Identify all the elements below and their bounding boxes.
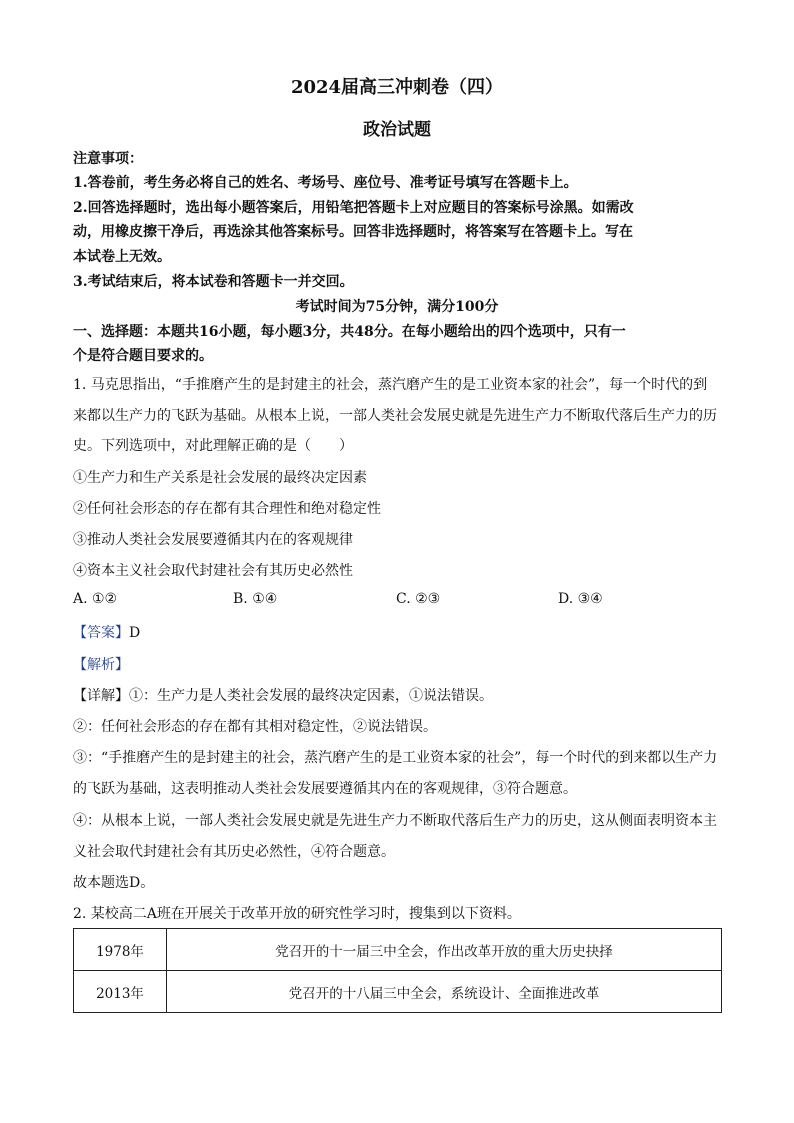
notice-line: 3.考试结束后，将本试卷和答题卡一并交回。 [73, 274, 354, 290]
question-1-stem: 来都以生产力的飞跃为基础。从根本上说，一部人类社会发展史就是先进生产力不断取代落后生产力的历 [73, 408, 717, 424]
detail-line: 义社会取代封建社会有其历史必然性，④符合题意。 [73, 844, 395, 860]
table-row [74, 971, 722, 1013]
exam-info: 考试时间为75分钟，满分100分 [295, 299, 499, 315]
detail-line: 的飞跃为基础，这表明推动人类社会发展要遵循其内在的客观规律，③符合题意。 [73, 781, 577, 797]
answer-line [73, 622, 723, 642]
detail-line: ④：从根本上说，一部人类社会发展史就是先进生产力不断取代落后生产力的历史，这从侧面表明资本主 [73, 813, 717, 829]
page-title: 2024届高三冲刺卷（四） [290, 77, 504, 98]
notice-line: 本试卷上无效。 [73, 249, 171, 265]
reform-timeline-table [73, 928, 722, 1013]
detail-label: 【详解】 [73, 688, 129, 704]
option-c: C. ②③ [396, 591, 441, 607]
option-d: D. ③④ [558, 591, 603, 607]
detail-line: ③：“手推磨产生的是封建主的社会，蒸汽磨产生的是工业资本家的社会”，每一个时代的到来都以生产力 [73, 750, 718, 766]
notice-heading: 注意事项： [73, 151, 143, 167]
detail-line: ②：任何社会形态的存在都有其相对稳定性，②说法错误。 [73, 719, 437, 735]
option-b: B. ①④ [233, 591, 278, 607]
table-row [74, 929, 722, 971]
question-2-stem: 2. 某校高二A班在开展关于改革开放的研究性学习时，搜集到以下资料。 [73, 906, 521, 922]
statement-1: ①生产力和生产关系是社会发展的最终决定因素 [73, 470, 367, 486]
conclusion-line: 故本题选D。 [73, 875, 155, 891]
page-subtitle: 政治试题 [363, 120, 431, 140]
detail-text: ①：生产力是人类社会发展的最终决定因素，①说法错误。 [129, 688, 493, 704]
analysis-label: 【解析】 [73, 657, 129, 673]
answer-label: 【答案】 [73, 625, 129, 641]
notice-line: 1.答卷前，考生务必将自己的姓名、考场号、座位号、准考证号填写在答题卡上。 [73, 175, 578, 191]
section-heading: 一、选择题：本题共16小题，每小题3分，共48分。在每小题给出的四个选项中，只有一 [73, 324, 626, 340]
table-cell-event: 党召开的十一届三中全会，作出改革开放的重大历史抉择 [167, 929, 722, 971]
table-cell-year: 1978年 [74, 929, 167, 971]
notice-line: 动，用橡皮擦干净后，再选涂其他答案标号。回答非选择题时，将答案写在答题卡上。写在 [73, 224, 633, 240]
option-a: A. ①② [73, 591, 118, 607]
table-cell-year: 2013年 [74, 971, 167, 1013]
notice-line: 2.回答选择题时，选出每小题答案后，用铅笔把答题卡上对应题目的答案标号涂黑。如需改 [73, 200, 634, 216]
statement-3: ③推动人类社会发展要遵循其内在的客观规律 [73, 532, 353, 548]
statement-2: ②任何社会形态的存在都有其合理性和绝对稳定性 [73, 501, 381, 517]
question-1-stem: 史。下列选项中，对此理解正确的是（ ） [73, 438, 353, 454]
table-cell-event: 党召开的十八届三中全会，系统设计、全面推进改革 [167, 971, 722, 1013]
question-1-stem: 1. 马克思指出，“手推磨产生的是封建主的社会，蒸汽磨产生的是工业资本家的社会”，每一个时代的到 [73, 377, 708, 393]
answer-value: D [129, 625, 141, 641]
section-heading: 个是符合题目要求的。 [73, 348, 213, 364]
analysis-line [73, 654, 723, 674]
statement-4: ④资本主义社会取代封建社会有其历史必然性 [73, 563, 353, 579]
detail-line [73, 685, 723, 705]
